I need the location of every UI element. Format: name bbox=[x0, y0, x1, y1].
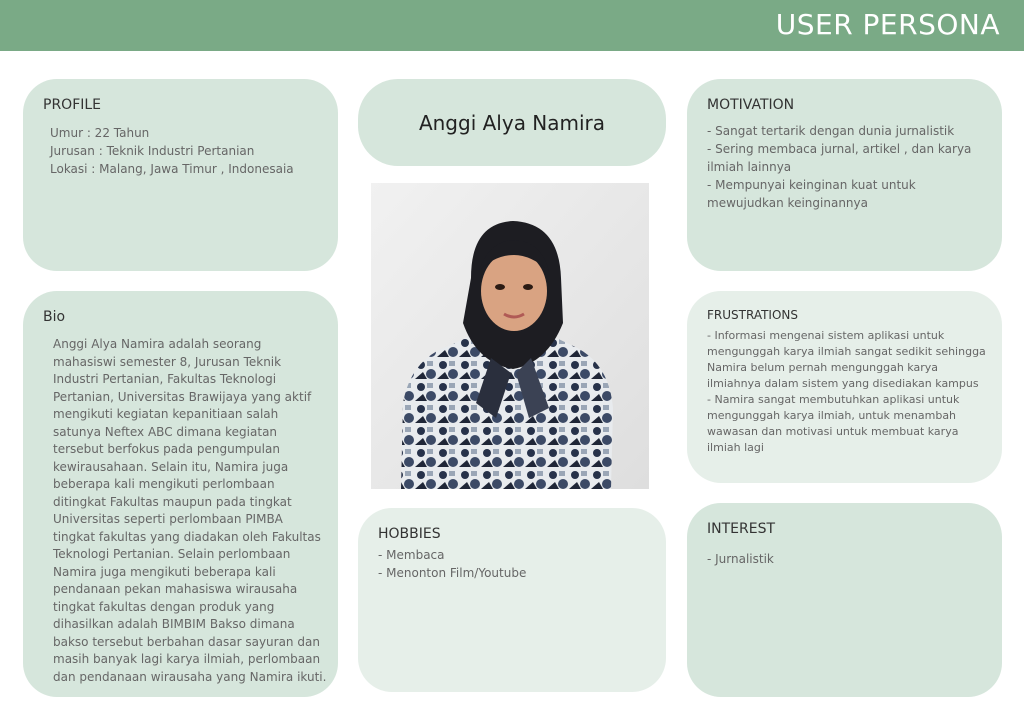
profile-major: Jurusan : Teknik Industri Pertanian bbox=[50, 144, 255, 158]
frustration-item: wawasan dan motivasi untuk membuat karya bbox=[707, 425, 959, 438]
hobbies-list bbox=[378, 546, 526, 582]
motivation-item: - Mempunyai keinginan kuat untuk bbox=[707, 178, 916, 192]
motivation-item: mewujudkan keinginannya bbox=[707, 196, 868, 210]
interest-list bbox=[707, 550, 774, 568]
interest-item: - Jurnalistik bbox=[707, 552, 774, 566]
persona-name: Anggi Alya Namira bbox=[418, 111, 606, 135]
frustration-item: Namira belum pernah mengunggah karya bbox=[707, 361, 938, 374]
profile-details bbox=[50, 124, 294, 178]
hobbies-title: HOBBIES bbox=[378, 526, 441, 542]
motivation-title: MOTIVATION bbox=[707, 97, 795, 113]
frustration-item: - Informasi mengenai sistem aplikasi untuk bbox=[707, 329, 945, 342]
hobbies-card bbox=[358, 508, 666, 692]
frustration-item: mengunggah karya ilmiah, untuk menambah bbox=[707, 409, 957, 422]
profile-card bbox=[23, 79, 338, 271]
interest-title: INTEREST bbox=[707, 521, 776, 537]
hobby-item: - Menonton Film/Youtube bbox=[378, 566, 527, 580]
frustration-item: mengunggah karya ilmiah sangat sedikit sehingga bbox=[707, 345, 986, 358]
motivation-card bbox=[687, 79, 1002, 271]
persona-photo bbox=[371, 183, 649, 489]
frustration-item: ilmiah lagi bbox=[707, 441, 764, 454]
portrait-image bbox=[371, 183, 649, 489]
bio-text: Anggi Alya Namira adalah seorang mahasiswi semester 8, Jurusan Teknik Industri Pertanian, Fakultas Teknologi Pertanian, Universitas Brawijaya yang aktif mengikuti kegiatan kepanitiaan salah satunya Neftex ABC dimana kegiatan tersebut berfokus pada pengumpulan kewirausahaan. Selain itu, Namira juga beberapa kali mengikuti perlombaan ditingkat Fakultas maupun pada tingkat Universitas seperti perlombaan PIMBA tingkat fakultas yang diadakan oleh Fakultas Teknologi Pertanian. Selain perlombaan Namira juga mengikuti beberapa kali pendanaan pekan mahasiswa wirausaha tingkat fakultas dengan produk yang dihasilkan adalah BIMBIM Bakso dimana bakso tersebut berbahan dasar sayuran dan masih banyak lagi karya ilmiah, perlombaan dan pendanaan wirausaha yang Namira ikuti. bbox=[53, 337, 327, 684]
hobby-item: - Membaca bbox=[378, 548, 445, 562]
frustration-item: ilmiahnya dalam sistem yang disediakan kampus bbox=[707, 377, 979, 390]
frustrations-title: FRUSTRATIONS bbox=[707, 308, 799, 322]
profile-location: Lokasi : Malang, Jawa Timur , Indonesaia bbox=[50, 162, 294, 176]
profile-title: PROFILE bbox=[43, 97, 102, 113]
motivation-list bbox=[707, 122, 971, 212]
profile-age: Umur : 22 Tahun bbox=[50, 126, 150, 140]
interest-card bbox=[687, 503, 1002, 697]
page-title: USER PERSONA bbox=[775, 8, 1000, 41]
bio-card bbox=[23, 291, 338, 697]
motivation-item: ilmiah lainnya bbox=[707, 160, 792, 174]
frustrations-list bbox=[707, 328, 986, 456]
bio-title: Bio bbox=[43, 309, 66, 325]
motivation-item: - Sering membaca jurnal, artikel , dan karya bbox=[707, 142, 972, 156]
frustration-item: - Namira sangat membutuhkan aplikasi untuk bbox=[707, 393, 960, 406]
frustrations-card bbox=[687, 291, 1002, 483]
motivation-item: - Sangat tertarik dengan dunia jurnalistik bbox=[707, 124, 955, 138]
header-bar bbox=[0, 0, 1024, 51]
name-card bbox=[358, 79, 666, 166]
